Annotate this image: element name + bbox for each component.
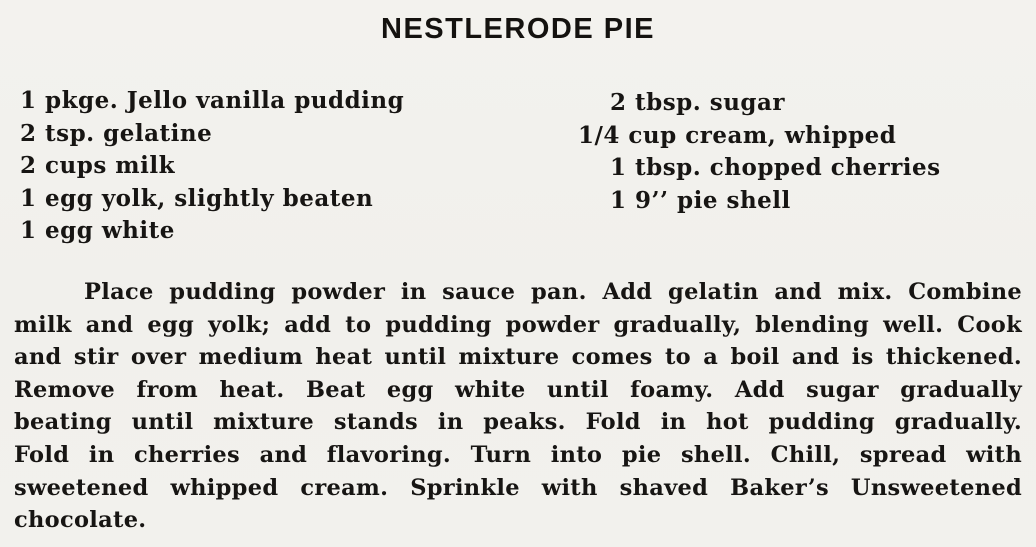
ingredient-item: 2 tbsp. sugar [610,89,786,116]
ingredients-left-column [20,85,404,248]
ingredient-item: 1 pkge. Jello vanilla pudding [20,87,405,114]
instruction-line: Fold in cherries and flavoring. Turn into pie shell. Chill, spread with [14,441,1022,468]
instructions-paragraph [14,276,1022,537]
instruction-line: sweetened whipped cream. Sprinkle with shaved Baker’s Unsweetened [14,474,1022,501]
ingredient-item: 1/4 cup cream, whipped [578,121,897,149]
ingredient-item: 1 egg white [20,217,175,244]
ingredient-item: 1 9’’ pie shell [610,186,791,214]
ingredient-item: 2 cups milk [20,152,176,179]
ingredient-item: 2 tsp. gelatine [20,119,213,147]
instruction-line: beating until mixture stands in peaks. Fold in hot pudding gradually. [14,409,1022,436]
instruction-line: milk and egg yolk; add to pudding powder gradually, blending well. Cook [14,311,1022,338]
recipe-title: NESTLERODE PIE [381,13,655,45]
ingredient-item: 1 egg yolk, slightly beaten [20,184,374,212]
instruction-line: Remove from heat. Beat egg white until foamy. Add sugar gradually [14,376,1022,403]
instruction-line: chocolate. [14,507,147,534]
instruction-line: and stir over medium heat until mixture comes to a boil and is thickened. [14,344,1022,371]
instruction-line: Place pudding powder in sauce pan. Add gelatin and mix. Combine [84,279,1022,305]
ingredient-item: 1 tbsp. chopped cherries [610,154,941,181]
ingredients-right-column [578,87,941,217]
